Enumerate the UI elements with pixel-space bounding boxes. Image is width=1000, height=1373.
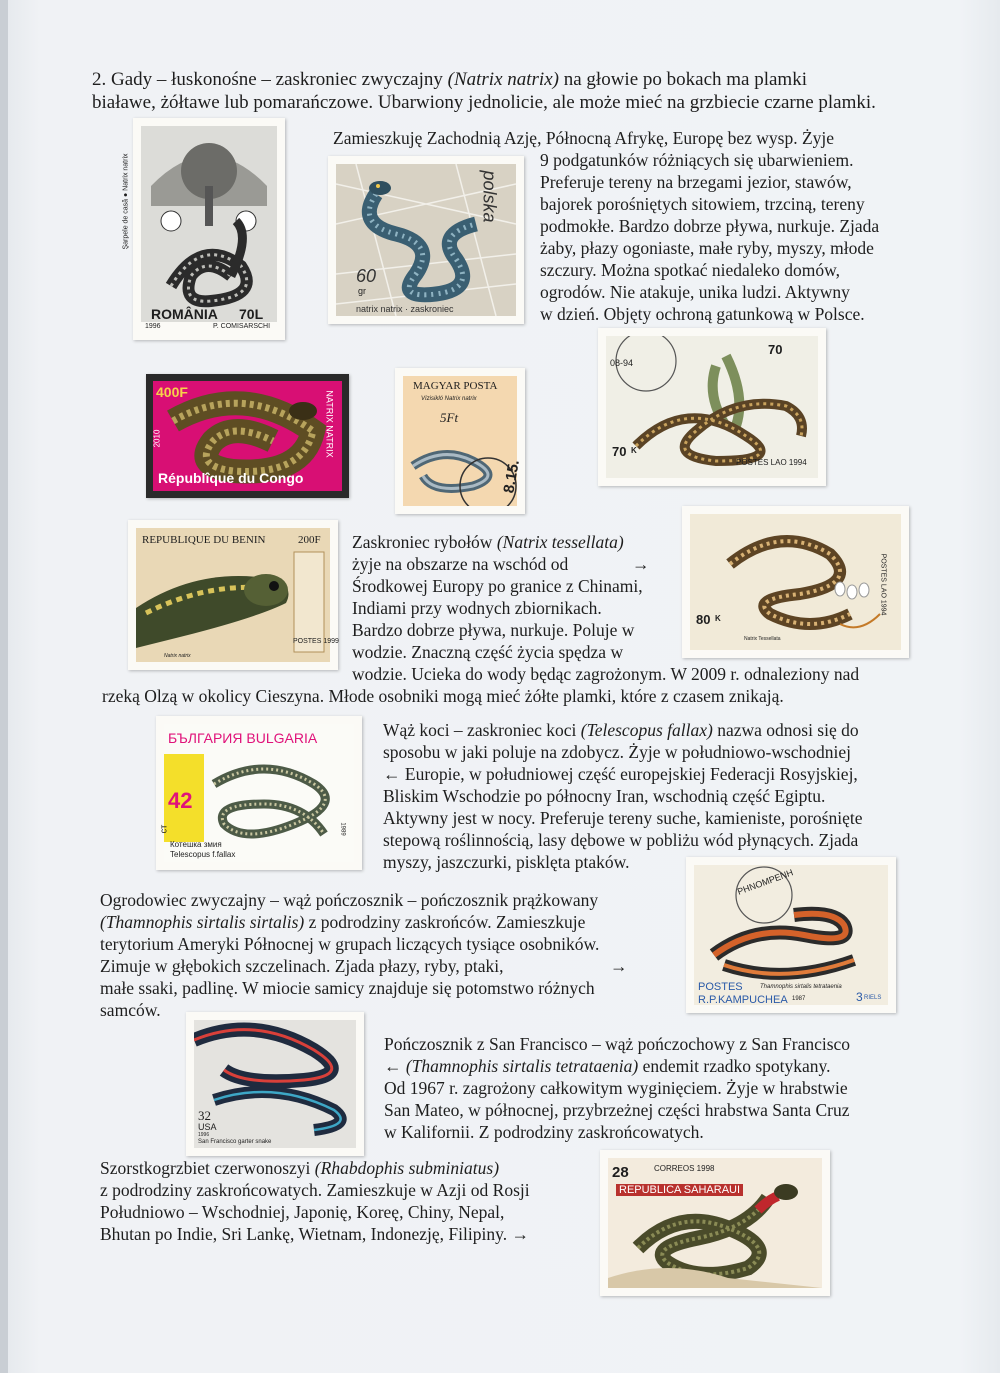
- stamp-year: 1996: [198, 1132, 210, 1138]
- stamp-lao-1994-a: [598, 328, 826, 486]
- stamp-side-text: Şarpele de casă ● Natrix natrix: [122, 153, 130, 250]
- stamp-value-unit: RIELS: [864, 995, 882, 1001]
- snake-illustration: [141, 126, 277, 322]
- stamp-value: 60: [356, 266, 377, 286]
- stamp-unit: ст: [158, 824, 169, 834]
- heading-line-2: białawe, żółtawe lub pomarańczowe. Ubarwiony jednolicie, ale może mieć na grzbiecie czarne plamki.: [92, 92, 876, 113]
- stamp-lao-b-art: [690, 514, 901, 650]
- stamp-bulgaria: [156, 716, 362, 870]
- snake-illustration: [608, 1158, 822, 1288]
- tessellata-latin: (Natrix tessellata): [496, 532, 624, 552]
- stamp-poland: [328, 156, 524, 324]
- stamp-year: 1989: [339, 822, 346, 836]
- paragraph-rhabdophis: z podrodziny zaskrońcowatych. Zamieszkuje w Azji od Rosji Południowo – Wschodniej, Japonię, Koreę, Chiny, Nepal, Bhutan po Indie, Sri Lankę, Wietnam, Indonezję, Filipiny. →: [100, 1180, 530, 1244]
- stamp-designer: P. COMISARSCHI: [213, 323, 271, 330]
- paragraph-tessellata: Środkowej Europy po granice z Chinami, Indiami przy wodnych zbiornikach. Bardzo dobrze pływa, nurkuje. Poluje w wodzie. Znaczną część życia spędza w wodzie. Ucieka do wody będąc zagrożonym. W 2009 r. odnaleziony nad: [352, 576, 860, 684]
- paragraph-fallax: sposobu w jaki poluje na zdobycz. Żyje w południowo-wschodniej ← Europie, w południowej część europejskiej Federacji Rosyjskiej, Bliskim Wschodzie po północny Iran, wschodnią część Egiptu. Aktywny jest w nocy. Preferuje tereny suche, kamieniste, porośnięte stepową roślinnością, lasy dębowe w pobliżu wód płynących. Zjada myszy, jaszczurki, pisklęta ptaków.: [383, 742, 863, 872]
- paragraph-sirtalis-line1: Ogrodowiec zwyczajny – wąż pończosznik – pończosznik prążkowany: [100, 890, 599, 910]
- stamp-value: 28: [612, 1164, 629, 1181]
- stamp-sahara: [600, 1150, 830, 1296]
- stamp-issue: CORREOS 1998: [654, 1164, 715, 1173]
- stamp-country: Républîque du Congo: [158, 470, 304, 486]
- stamp-unit: gr: [358, 286, 367, 296]
- stamp-value: 70L: [239, 306, 264, 322]
- stamp-usa: [186, 1012, 364, 1156]
- rhabdophis-name: Szorstkogrzbiet czerwonoszyi: [100, 1158, 315, 1178]
- heading-text-rest: na głowie po bokach ma plamki: [558, 69, 807, 90]
- stamp-value-bottom: 70: [612, 444, 627, 459]
- stamp-country: REPUBLICA SAHARAUI: [616, 1184, 743, 1196]
- stamp-country-line2: R.P.KAMPUCHEA: [698, 994, 788, 1006]
- stamp-side-text: NATRIX NATRIX: [324, 390, 335, 458]
- sirtalis-latin: (Thamnophis sirtalis sirtalis): [100, 912, 305, 932]
- stamp-country: MAGYAR POSTA: [413, 380, 498, 392]
- snake-illustration: [690, 514, 901, 650]
- stamp-value: 200F: [298, 534, 321, 546]
- stamp-value: 80: [696, 612, 711, 627]
- stamp-year: POSTES 1999: [293, 638, 339, 645]
- stamp-species: Thamnophis sirtalis tetrataenia: [760, 984, 842, 990]
- stamp-kampuchea: [686, 857, 896, 1013]
- tessellata-name: Zaskroniec rybołów: [352, 532, 497, 552]
- fallax-name: Wąż koci – zaskroniec koci: [383, 720, 581, 740]
- tetrataenia-latin: (Thamnophis sirtalis tetrataenia): [405, 1056, 639, 1076]
- stamp-lao-1994-b: [682, 506, 909, 658]
- paragraph-sirtalis: terytorium Ameryki Północnej w grupach liczących tysiące osobników. Zimuje w głębokich szczelinach. Zjada płazy, ryby, ptaki,: [100, 934, 600, 976]
- paragraph-habitat-line1: Zamieszkuję Zachodnią Azję, Północną Afrykę, Europę bez wysp. Żyje: [333, 128, 835, 148]
- stamp-lao-a-art: [606, 336, 818, 478]
- stamp-value: 400F: [156, 384, 188, 400]
- paragraph-tessellata-line1: [352, 531, 692, 553]
- paragraph-tetrataenia: Od 1967 r. zagrożony całkowitym wyginięciem. Żyje w hrabstwie San Mateo, w północnej, przybrzeżnej części hrabstwa Santa Cruz w Kalifornii. Z podrodziny zaskrońcowatych.: [384, 1078, 850, 1142]
- arrow-right-icon: →: [610, 956, 628, 976]
- stamp-country: БЪЛГАРИЯ BULGARIA: [168, 730, 318, 746]
- arrow-right-icon: →: [632, 554, 650, 574]
- stamp-romania-art: [141, 126, 277, 322]
- rhabdophis-latin: (Rhabdophis subminiatus): [314, 1158, 500, 1178]
- stamp-country: REPUBLIQUE DU BENIN: [142, 534, 266, 546]
- page-edge: [0, 0, 8, 1373]
- tetrataenia-text: endemit rzadko spotykany.: [638, 1056, 831, 1076]
- paragraph-tetrataenia-line2: [384, 1055, 984, 1077]
- fallax-latin: (Telescopus fallax): [580, 720, 713, 740]
- stamp-benin: [128, 520, 338, 670]
- postmark-date: 08-94: [610, 358, 634, 368]
- paragraph-sirtalis-end: małe ssaki, padlinę. W miocie samicy znajduje się potomstwo różnych samców.: [100, 978, 595, 1020]
- stamp-value: 70: [768, 342, 783, 357]
- fallax-text: nazwa odnosi się do: [712, 720, 859, 740]
- heading-natrix: [92, 68, 992, 91]
- stamp-species: Natrix Tessellata: [744, 636, 781, 642]
- stamp-value-unit: K: [715, 614, 721, 623]
- stamp-value-unit: K: [631, 446, 637, 455]
- stamp-year: 1996: [145, 323, 161, 330]
- stamp-species-bg: Котешка змия: [170, 840, 222, 849]
- heading-latin: (Natrix natrix): [447, 69, 559, 90]
- paragraph-rhabdophis-line1: [100, 1157, 620, 1179]
- stamp-value: 5Ft: [440, 410, 459, 425]
- postmark-town: PHNOMPENH: [736, 867, 795, 897]
- arrow-left-icon: ←: [384, 1056, 406, 1076]
- stamp-romania: [122, 118, 285, 340]
- stamp-usa-art: [194, 1020, 356, 1148]
- paragraph-tessellata-line2: [352, 553, 692, 575]
- postmark-date: 8.15.: [500, 458, 523, 495]
- stamp-species: San Francisco garter snake: [198, 1139, 272, 1145]
- snake-illustration: [194, 1020, 356, 1148]
- paragraph-habitat: 9 podgatunków różniących się ubarwieniem. Preferuje tereny na brzegami jezior, stawów, bajorek porośniętych sitowiem, trzciną, tereny podmokłe. Bardzo dobrze pływa, nurkuje. Zjada żaby, płazy ogoniaste, małe ryby, myszy, młode szczury. Można spotkać niedaleko domów, ogrodów. Nie atakuje, unika ludzi. Aktywny w dzień. Objęty ochroną gatunkową w Polsce.: [540, 150, 880, 324]
- stamp-species: Vízisikló Natrix natrix: [421, 396, 477, 402]
- stamp-country: ROMÂNIA: [151, 306, 218, 322]
- tessellata-text: żyje na obszarze na wschód od: [352, 554, 569, 574]
- stamp-country: USA: [198, 1122, 217, 1132]
- heading-text: 2. Gady – łuskonośne – zaskroniec zwyczajny: [92, 69, 448, 90]
- stamp-country-line1: POSTES: [698, 981, 743, 993]
- stamp-hungary: [395, 368, 525, 514]
- snake-illustration: [606, 336, 818, 478]
- stamp-species: Natrix natrix: [164, 653, 191, 659]
- paragraph-tetrataenia-line1: Pończosznik z San Francisco – wąż pończochowy z San Francisco: [384, 1034, 851, 1054]
- paragraph-tessellata-last: rzeką Olzą w okolicy Cieszyna. Młode osobniki mogą mieć żółte plamki, które z czasem znikają.: [102, 686, 784, 706]
- stamp-year: 1987: [792, 996, 806, 1002]
- stamp-year: 2010: [152, 429, 162, 448]
- stamp-value: 3: [856, 990, 863, 1004]
- stamp-country: POSTES LAO 1994: [879, 553, 887, 616]
- stamp-value: 32: [198, 1108, 211, 1123]
- sirtalis-text: z podrodziny zaskrońców. Zamieszkuje: [304, 912, 586, 932]
- paragraph-fallax-line1: [383, 719, 983, 741]
- stamp-country: POSTES LAO 1994: [736, 458, 807, 467]
- paragraph-sirtalis-line2: [100, 911, 700, 933]
- stamp-species: Telescopus f.fallax: [170, 850, 236, 859]
- stamp-congo: [146, 374, 349, 498]
- stamp-country: polska: [479, 170, 500, 223]
- stamp-value: 42: [168, 788, 193, 813]
- stamp-caption: natrix natrix · zaskroniec: [356, 304, 454, 314]
- stamp-sahara-art: [608, 1158, 822, 1288]
